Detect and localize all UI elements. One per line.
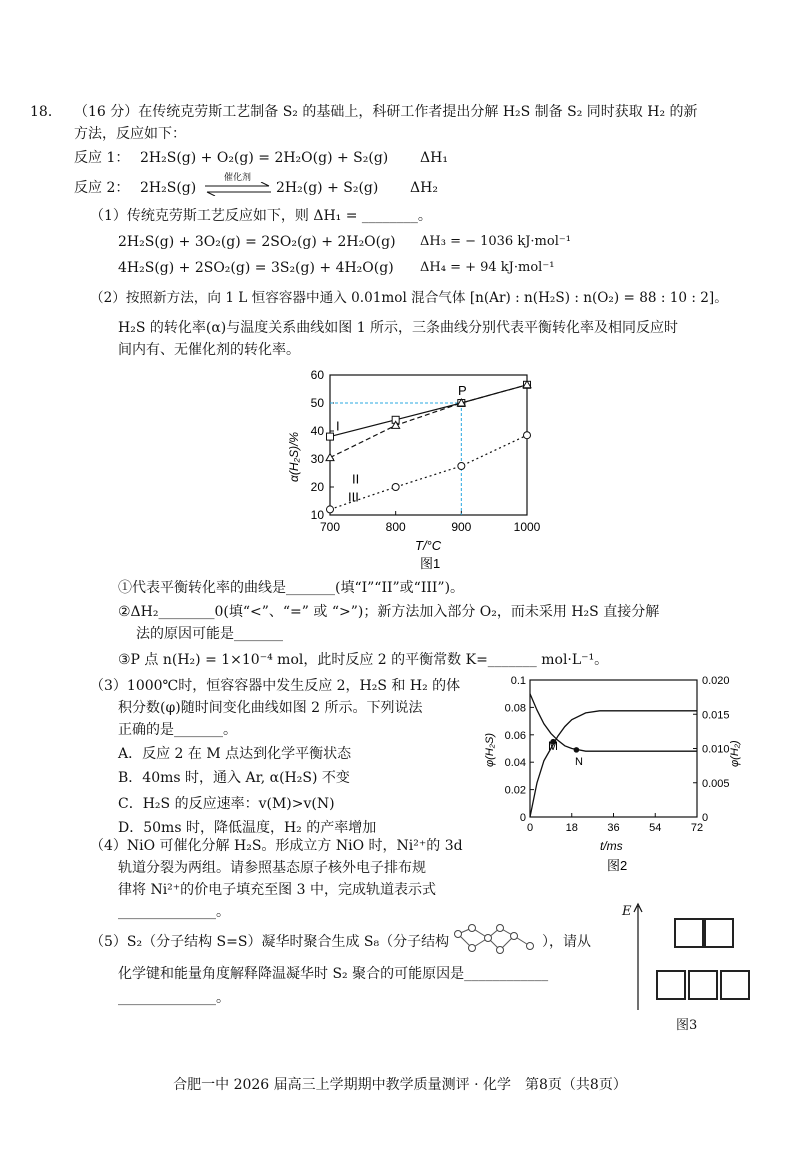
orbital-box-lower-1[interactable] <box>656 970 686 1000</box>
fig1-point-III <box>458 463 465 470</box>
option-a: A．反应 2 在 M 点达到化学平衡状态 <box>118 746 352 762</box>
fig2-xtick-label: 36 <box>607 822 620 834</box>
part4-line-2: 轨道分裂为两组。请参照基态原子核外电子排布规 <box>118 860 426 876</box>
fig1-xtick-label: 700 <box>319 520 341 534</box>
fig2-series-line-h2 <box>530 711 697 817</box>
orbital-box-lower-2[interactable] <box>688 970 718 1000</box>
fig1-point-I <box>327 433 334 440</box>
figure-1-chart <box>280 362 550 572</box>
fig2-ylabel-left: φ(H₂S) <box>484 733 496 767</box>
reaction-1-equation: 2H₂S(g) + O₂(g) = 2H₂O(g) + S₂(g) <box>140 150 389 166</box>
fig1-point-II <box>326 454 334 461</box>
fig3-caption: 图3 <box>676 1018 698 1033</box>
fig2-y2tick-label: 0.020 <box>702 675 730 687</box>
fig1-point-III <box>524 432 531 439</box>
fig2-xlabel: t/ms <box>600 839 623 853</box>
part3-line-3: 正确的是_______。 <box>118 722 237 738</box>
part2-subq1: ①代表平衡转化率的曲线是_______(填“I”“II”或“III”)。 <box>118 580 465 596</box>
fig1-ytick-label: 20 <box>310 480 324 494</box>
fig1-series-label-III: III <box>348 489 359 505</box>
part5-line-2: 化学键和能量角度解释降温凝华时 S₂ 聚合的可能原因是____________ <box>118 966 549 982</box>
fig2-xtick-label: 18 <box>565 822 578 834</box>
reaction-2-left: 2H₂S(g) <box>140 180 197 196</box>
fig1-xtick-label: 800 <box>385 520 406 534</box>
fig2-y2tick-label: 0.010 <box>702 743 730 756</box>
part4-line-4: ______________。 <box>118 904 230 920</box>
s8-ring-structure <box>450 922 538 958</box>
orbital-box-lower-3[interactable] <box>720 970 750 1000</box>
part3-line-1: （3）1000℃时，恒容容器中发生反应 2，H₂S 和 H₂ 的体 <box>90 678 461 694</box>
fig1-series-label-II: II <box>352 471 360 487</box>
fig2-y2tick-label: 0 <box>702 812 709 824</box>
fig2-xtick-label: 54 <box>649 822 662 834</box>
part4-line-3: 律将 Ni²⁺的价电子填充至图 3 中，完成轨道表示式 <box>118 882 436 898</box>
fig1-point-label: P <box>458 383 467 398</box>
figure-3 <box>622 902 776 1037</box>
fig1-point-III <box>392 484 399 491</box>
fig1-ytick-label: 60 <box>310 368 324 382</box>
fig2-xtick-label: 72 <box>690 822 704 834</box>
fig1-xtick-label: 1000 <box>513 520 541 534</box>
option-b: B．40ms 时，通入 Ar, α(H₂S) 不变 <box>118 770 350 786</box>
reaction-1-dh: ΔH₁ <box>420 150 448 166</box>
fig2-ytick-label: 0.06 <box>504 729 526 742</box>
part2-subq3: ③P 点 n(H₂) = 1×10⁻⁴ mol，此时反应 2 的平衡常数 K=_______ mol·L⁻¹。 <box>118 652 609 668</box>
fig1-ytick-label: 10 <box>310 508 324 522</box>
fig2-y2tick-label: 0.005 <box>702 777 730 790</box>
figure-2-chart <box>480 672 745 877</box>
fig2-ytick-label: 0.02 <box>504 784 526 797</box>
reaction-1-label: 反应 1： <box>74 150 130 166</box>
fig2-ytick-label: 0.04 <box>504 757 526 770</box>
fig1-ylabel: α(H₂S)/% <box>287 431 301 482</box>
part2-subq2-line1: ②ΔH₂________0(填“<”、“=” 或 “>”)；新方法加入部分 O₂，而未采用 H₂S 直接分解 <box>118 604 660 620</box>
fig2-ytick-label: 0.1 <box>510 675 526 687</box>
fig2-ylabel-right: φ(H₂) <box>729 740 741 767</box>
part1-dh4: ΔH₄ = + 94 kJ·mol⁻¹ <box>420 260 555 275</box>
reversible-arrow-icon <box>203 182 273 196</box>
page-footer: 合肥一中 2026 届高三上学期期中教学质量测评 · 化学 第8页（共8页） <box>173 1077 627 1093</box>
fig1-series-line-III <box>330 435 527 509</box>
question-number: 18． <box>30 104 62 120</box>
fig1-ytick-label: 30 <box>310 452 324 466</box>
fig1-xtick-label: 900 <box>451 520 472 534</box>
fig1-point-III <box>327 506 334 513</box>
part1-equation-3: 2H₂S(g) + 3O₂(g) = 2SO₂(g) + 2H₂O(g) <box>118 234 396 250</box>
part5-line-1a: （5）S₂（分子结构 S=S）凝华时聚合生成 S₈（分子结构 <box>90 934 450 950</box>
reaction-2-dh: ΔH₂ <box>410 180 438 196</box>
part2-line-1: （2）按照新方法，向 1 L 恒容容器中通入 0.01mol 混合气体 [n(Ar) : n(H₂S) : n(O₂) = 88 : 10 : 2]。 <box>90 290 728 306</box>
fig2-ytick-label: 0.08 <box>504 702 526 715</box>
reaction-2-label: 反应 2： <box>74 180 130 196</box>
fig1-ytick-label: 50 <box>310 396 324 410</box>
part2-subq2-line2: 法的原因可能是_______ <box>136 626 283 642</box>
option-d: D．50ms 时，降低温度，H₂ 的产率增加 <box>118 820 377 836</box>
intro-line-1: （16 分）在传统克劳斯工艺制备 S₂ 的基础上，科研工作者提出分解 H₂S 制备 S₂ 同时获取 H₂ 的新 <box>74 104 698 120</box>
part4-line-1: （4）NiO 可催化分解 H₂S。形成立方 NiO 时，Ni²⁺的 3d <box>90 838 463 854</box>
part1-dh3: ΔH₃ = − 1036 kJ·mol⁻¹ <box>420 234 571 249</box>
part1-question: （1）传统克劳斯工艺反应如下，则 ΔH₁ = ________。 <box>90 208 432 224</box>
fig1-series-label-I: I <box>336 418 340 434</box>
part5-line-3: ______________。 <box>118 990 230 1006</box>
fig2-point-N <box>574 747 580 753</box>
fig2-y2tick-label: 0.015 <box>702 709 730 722</box>
fig1-xlabel: T/°C <box>415 538 442 553</box>
orbital-box-upper-1[interactable] <box>674 918 704 948</box>
fig1-plot-frame <box>330 375 527 515</box>
part3-line-2: 积分数(φ)随时间变化曲线如图 2 所示。下列说法 <box>118 700 423 716</box>
part1-equation-4: 4H₂S(g) + 2SO₂(g) = 3S₂(g) + 4H₂O(g) <box>118 260 394 276</box>
fig2-ytick-label: 0 <box>519 812 526 824</box>
fig1-series-line-II <box>330 385 527 458</box>
orbital-box-upper-2[interactable] <box>704 918 734 948</box>
fig3-axis-label: E <box>622 904 632 919</box>
part5-line-1b: ），请从 <box>542 934 591 950</box>
fig1-caption: 图1 <box>420 556 441 571</box>
fig2-xtick-label: 0 <box>526 822 534 834</box>
catalyst-label: 催化剂 <box>223 173 251 183</box>
reaction-2-right: 2H₂(g) + S₂(g) <box>276 180 379 196</box>
part2-line-3: 间内有、无催化剂的转化率。 <box>118 342 300 358</box>
option-c: C．H₂S 的反应速率：v(M)>v(N) <box>118 796 335 812</box>
fig2-m-label: M <box>548 739 558 753</box>
fig2-caption: 图2 <box>607 858 628 873</box>
part2-line-2: H₂S 的转化率(α)与温度关系曲线如图 1 所示，三条曲线分别代表平衡转化率及相同反应时 <box>118 320 679 336</box>
fig2-n-label: N <box>575 756 583 768</box>
intro-line-2: 方法，反应如下： <box>74 126 186 142</box>
fig1-ytick-label: 40 <box>310 424 324 438</box>
